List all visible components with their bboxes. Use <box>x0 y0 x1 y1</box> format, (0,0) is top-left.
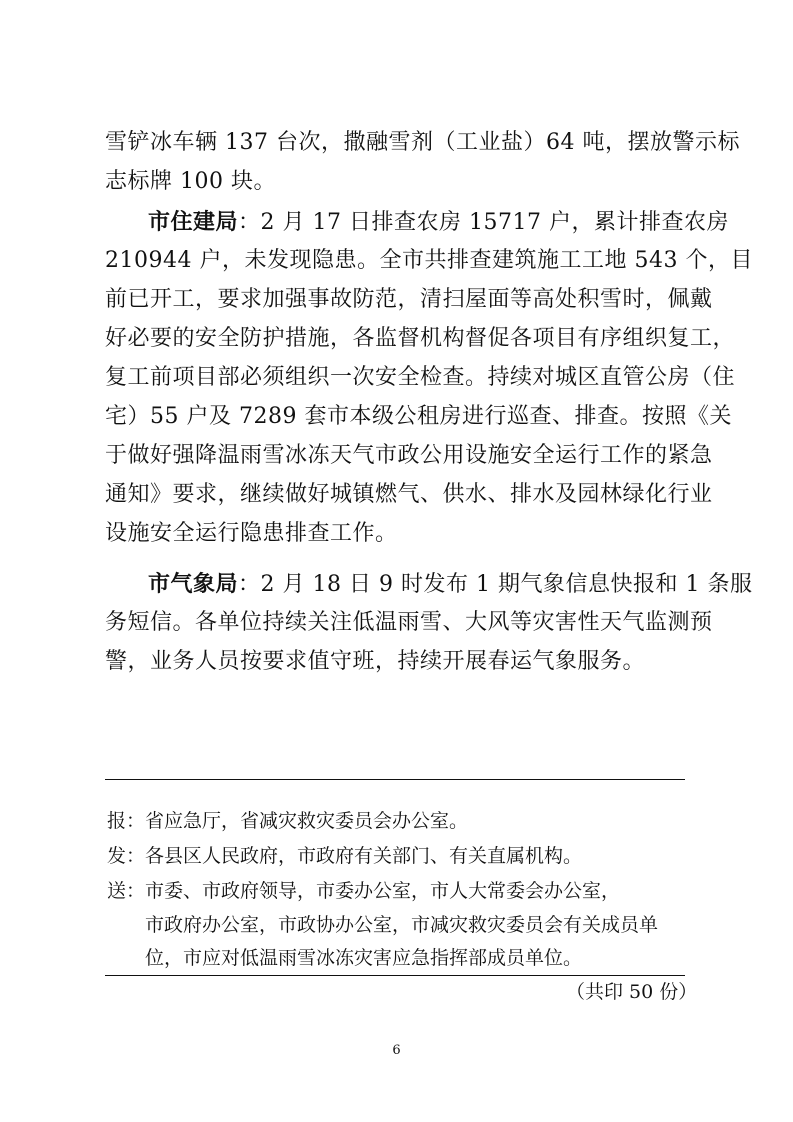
body-line-3: ：2 月 17 日排查农房 15717 户，累计排查农房 <box>238 210 729 235</box>
body-line-4: 210944 户，未发现隐患。全市共排查建筑施工工地 543 个，目 <box>105 248 753 273</box>
page-number: 6 <box>392 1043 401 1058</box>
distribution-bottom-rule <box>105 975 685 976</box>
dept-weather-label: 市气象局 <box>148 571 239 597</box>
copy-label: 送： <box>107 880 146 902</box>
copy-line-2: 市政府办公室，市政协办公室，市减灾救灾委员会有关成员单 <box>145 914 659 936</box>
body-line-9: 于做好强降温雨雪冰冻天气市政公用设施安全运行工作的紧急 <box>105 443 713 468</box>
body-line-6: 好必要的安全防护措施，各监督机构督促各项目有序组织复工， <box>105 326 736 351</box>
copy-line-1: 市委、市政府领导，市委办公室，市人大常委会办公室， <box>145 880 621 902</box>
report-row <box>107 808 468 834</box>
body-line-10: 通知》要求，继续做好城镇燃气、供水、排水及园林绿化行业 <box>105 482 713 507</box>
weather-paragraph-start <box>148 569 752 600</box>
dept-housing-label: 市住建局 <box>148 209 239 235</box>
print-count: （共印 50 份） <box>566 981 698 1003</box>
copy-line-3: 位，市应对低温雨雪冰冻灾害应急指挥部成员单位。 <box>145 947 583 969</box>
body-line-7: 复工前项目部必须组织一次安全检查。持续对城区直管公房（住 <box>105 365 736 390</box>
body-line-11: 设施安全运行隐患排查工作。 <box>105 521 398 546</box>
send-label: 发： <box>107 845 146 867</box>
send-text: 各县区人民政府，市政府有关部门、有关直属机构。 <box>145 845 583 867</box>
housing-paragraph-start <box>148 207 729 238</box>
body-line-1: 雪铲冰车辆 137 台次，撒融雪剂（工业盐）64 吨，摆放警示标 <box>105 130 740 155</box>
body-line-13: 务短信。各单位持续关注低温雨雪、大风等灾害性天气监测预 <box>105 610 713 635</box>
body-line-5: 前已开工，要求加强事故防范，清扫屋面等高处积雪时，佩戴 <box>105 287 713 312</box>
body-line-12: ：2 月 18 日 9 时发布 1 期气象信息快报和 1 条服 <box>238 572 753 597</box>
body-line-8: 宅）55 户及 7289 套市本级公租房进行巡查、排查。按照《关 <box>105 404 732 429</box>
copy-row <box>107 878 620 904</box>
report-text: 省应急厅，省减灾救灾委员会办公室。 <box>145 810 469 832</box>
body-line-2: 志标牌 100 块。 <box>105 169 276 194</box>
report-label: 报： <box>107 810 146 832</box>
send-row <box>107 843 582 869</box>
body-line-14: 警，业务人员按要求值守班，持续开展春运气象服务。 <box>105 649 646 674</box>
distribution-top-rule <box>105 779 685 780</box>
